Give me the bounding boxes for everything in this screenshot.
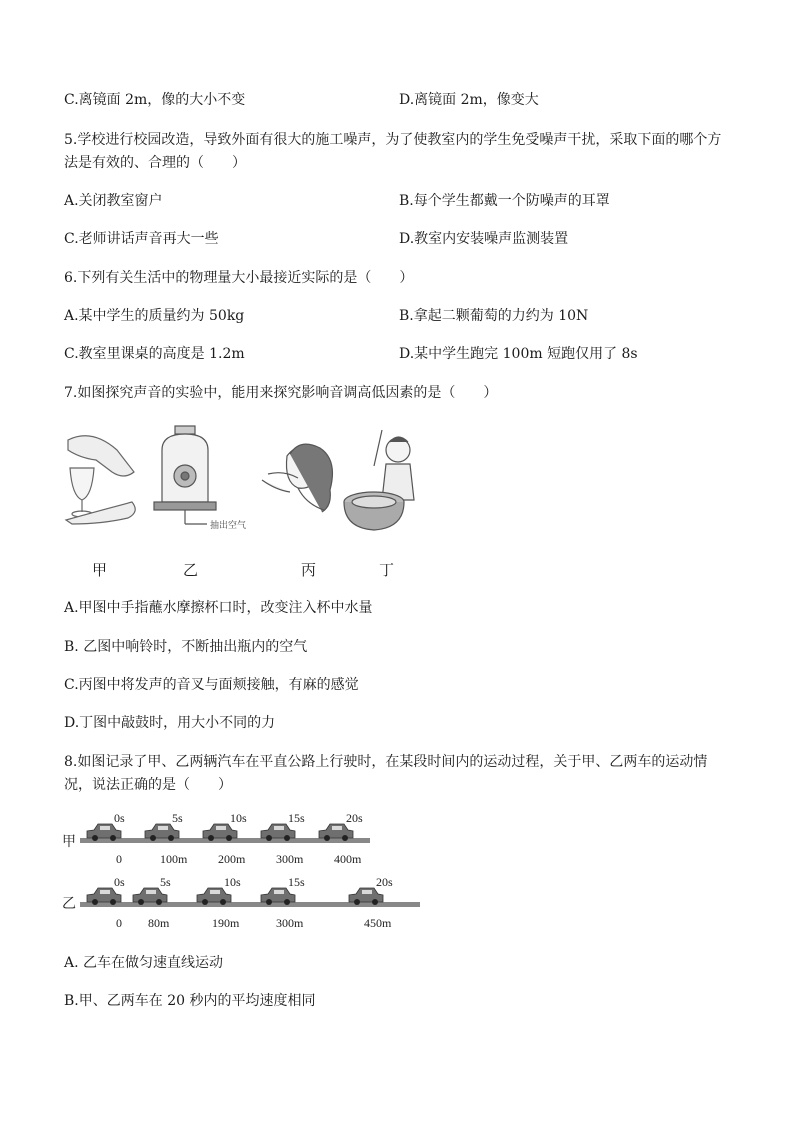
yi-distance-label: 80m (148, 916, 170, 930)
q7-option-a: A.甲图中手指蘸水摩擦杯口时，改变注入杯中水量 (64, 600, 373, 616)
q7-stem: 7.如图探究声音的实验中，能用来探究影响音调高低因素的是（ ） (64, 385, 498, 401)
tuning-fork-face-illustration (262, 444, 332, 512)
jia-time-label: 10s (230, 811, 247, 825)
q6-option-b: B.拿起二颗葡萄的力约为 10N (399, 308, 589, 324)
q4-option-c: C.离镜面 2m，像的大小不变 (64, 92, 246, 108)
yi-distance-label: 190m (212, 916, 240, 930)
q8-stem-line1: 8.如图记录了甲、乙两辆汽车在平直公路上行驶时，在某段时间内的运动过程，关于甲、乙两车的运动情 (64, 754, 708, 770)
yi-distance-label: 450m (364, 916, 392, 930)
yi-time-label: 20s (376, 875, 393, 889)
jia-time-label: 5s (172, 811, 183, 825)
jia-time-label: 0s (114, 811, 125, 825)
yi-time-label: 0s (114, 875, 125, 889)
q6-option-a: A.某中学生的质量约为 50kg (64, 308, 245, 324)
q5-option-a: A.关闭教室窗户 (64, 193, 163, 209)
q5-option-c: C.老师讲话声音再大一些 (64, 231, 219, 247)
q7-option-d: D.丁图中敲鼓时，用大小不同的力 (64, 715, 276, 731)
yi-time-label: 15s (288, 875, 305, 889)
jia-time-label: 20s (346, 811, 363, 825)
q8-option-b: B.甲、乙两车在 20 秒内的平均速度相同 (64, 993, 316, 1009)
pump-air-label: 抽出空气 (210, 520, 247, 530)
sound-experiments-figure (62, 420, 422, 545)
yi-distance-label: 300m (276, 916, 304, 930)
jia-distance-label: 0 (116, 852, 122, 866)
row-label-jia: 甲 (62, 835, 76, 850)
q5-stem-line1: 5.学校进行校园改造，导致外面有很大的施工噪声，为了使教室内的学生免受噪声干扰，采取下面的哪个方 (64, 132, 722, 148)
yi-time-label: 10s (224, 875, 241, 889)
jia-distance-label: 200m (218, 852, 246, 866)
q4-option-d: D.离镜面 2m，像变大 (399, 92, 539, 108)
row-label-yi: 乙 (62, 897, 76, 912)
wine-glass-hand-illustration (66, 436, 135, 524)
road-yi (80, 902, 420, 907)
q7-option-c: C.丙图中将发声的音叉与面颊接触，有麻的感觉 (64, 677, 359, 693)
q8-stem-line2: 况，说法正确的是（ ） (64, 777, 232, 793)
q8-option-a: A. 乙车在做匀速直线运动 (64, 955, 224, 971)
q5-option-b: B.每个学生都戴一个防噪声的耳罩 (399, 193, 610, 209)
yi-distance-label: 0 (116, 916, 122, 930)
bell-jar-illustration (154, 426, 216, 524)
jia-distance-label: 100m (160, 852, 188, 866)
figure-caption-yi: 乙 (183, 561, 199, 579)
jia-time-label: 15s (288, 811, 305, 825)
jia-distance-label: 400m (334, 852, 362, 866)
figure-caption-jia: 甲 (92, 561, 108, 579)
q5-stem-line2: 法是有效的、合理的（ ） (64, 155, 246, 171)
figure-caption-bing: 丙 (301, 561, 317, 579)
car-motion-figure (60, 808, 424, 938)
jia-distance-label: 300m (276, 852, 304, 866)
q6-stem: 6.下列有关生活中的物理量大小最接近实际的是（ ） (64, 270, 414, 286)
q5-option-d: D.教室内安装噪声监测装置 (399, 231, 569, 247)
figure-caption-ding: 丁 (379, 561, 395, 579)
q6-option-d: D.某中学生跑完 100m 短跑仅用了 8s (399, 346, 638, 362)
yi-time-label: 5s (160, 875, 171, 889)
drum-boy-illustration (344, 430, 414, 530)
q7-option-b: B. 乙图中响铃时，不断抽出瓶内的空气 (64, 639, 308, 655)
q6-option-c: C.教室里课桌的高度是 1.2m (64, 346, 245, 362)
